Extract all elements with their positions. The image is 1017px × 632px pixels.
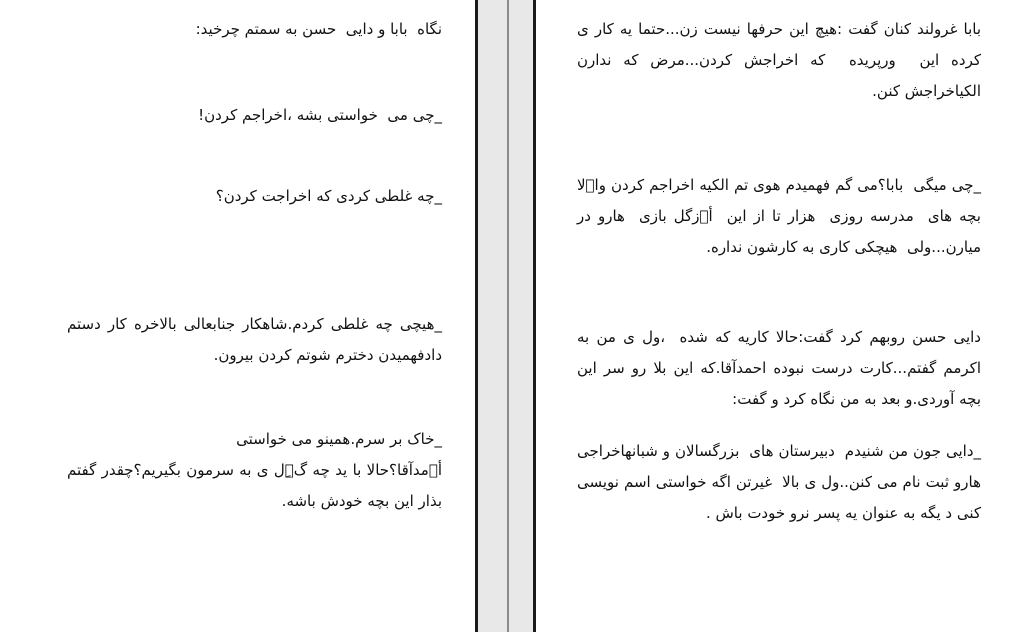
right-paragraph-4: _دایی جون من شنیدم دبیرستان های بزرگسالان و شبانهاخراجی هارو ثبت نام می کنن..ول ی بالا غیرتن اگه خواستی اسم نویسی کنی د یگه به عنوان یه پسر نرو خودت باش . [572,442,981,522]
left-paragraph-4: _هیچی چه غلطی کردم.شاهکار جنابعالی بالاخره کار دستم دادفهمیدن دخترم شوتم کردن بیرون. [62,315,442,364]
left-paragraph-1: نگاه بابا و دایی حسن به سمتم چرخید: [195,20,442,38]
left-page [0,0,478,632]
left-paragraph-5: _خاک بر سرم.همینو می خواستی أ مدآقا؟حالا با ید چه گ ِل ی به سرمون بگیریم؟چقدر گفتم بذار این بچه خودش باشه. [67,430,442,510]
right-paragraph-2: _چی میگی بابا؟می گم فهمیدم هوی تم الکیه اخراجم کردن وا لا بچه های مدرسه روزی هزار تا از این أ زگل بازی هارو در میارن...ولی هیچکی کاری به کارشون نداره. [572,176,981,256]
left-paragraph-2: _چی می خواستی بشه ،اخراجم کردن! [198,106,442,124]
left-paragraph-3: _چه غلطی کردی که اخراجت کردن؟ [215,187,442,205]
page-gutter-line [507,0,509,632]
right-paragraph-3: دایی حسن روبهم کرد گفت:حالا کاریه که شده ،ول ی من به اکرمم گفتم...کارت درست نبوده احمدآقا.که این بلا رو سر این بچه آوردی.و بعد به من نگاه کرد و گفت: [572,328,981,408]
right-paragraph-1: بابا غرولند کنان گفت :هیچ این حرفها نیست زن...حتما یه کار ی کرده این ورپریده که اخراجش کردن...مرض که ندارن الکیاخراجش کنن. [572,20,981,100]
right-page [533,0,1017,632]
